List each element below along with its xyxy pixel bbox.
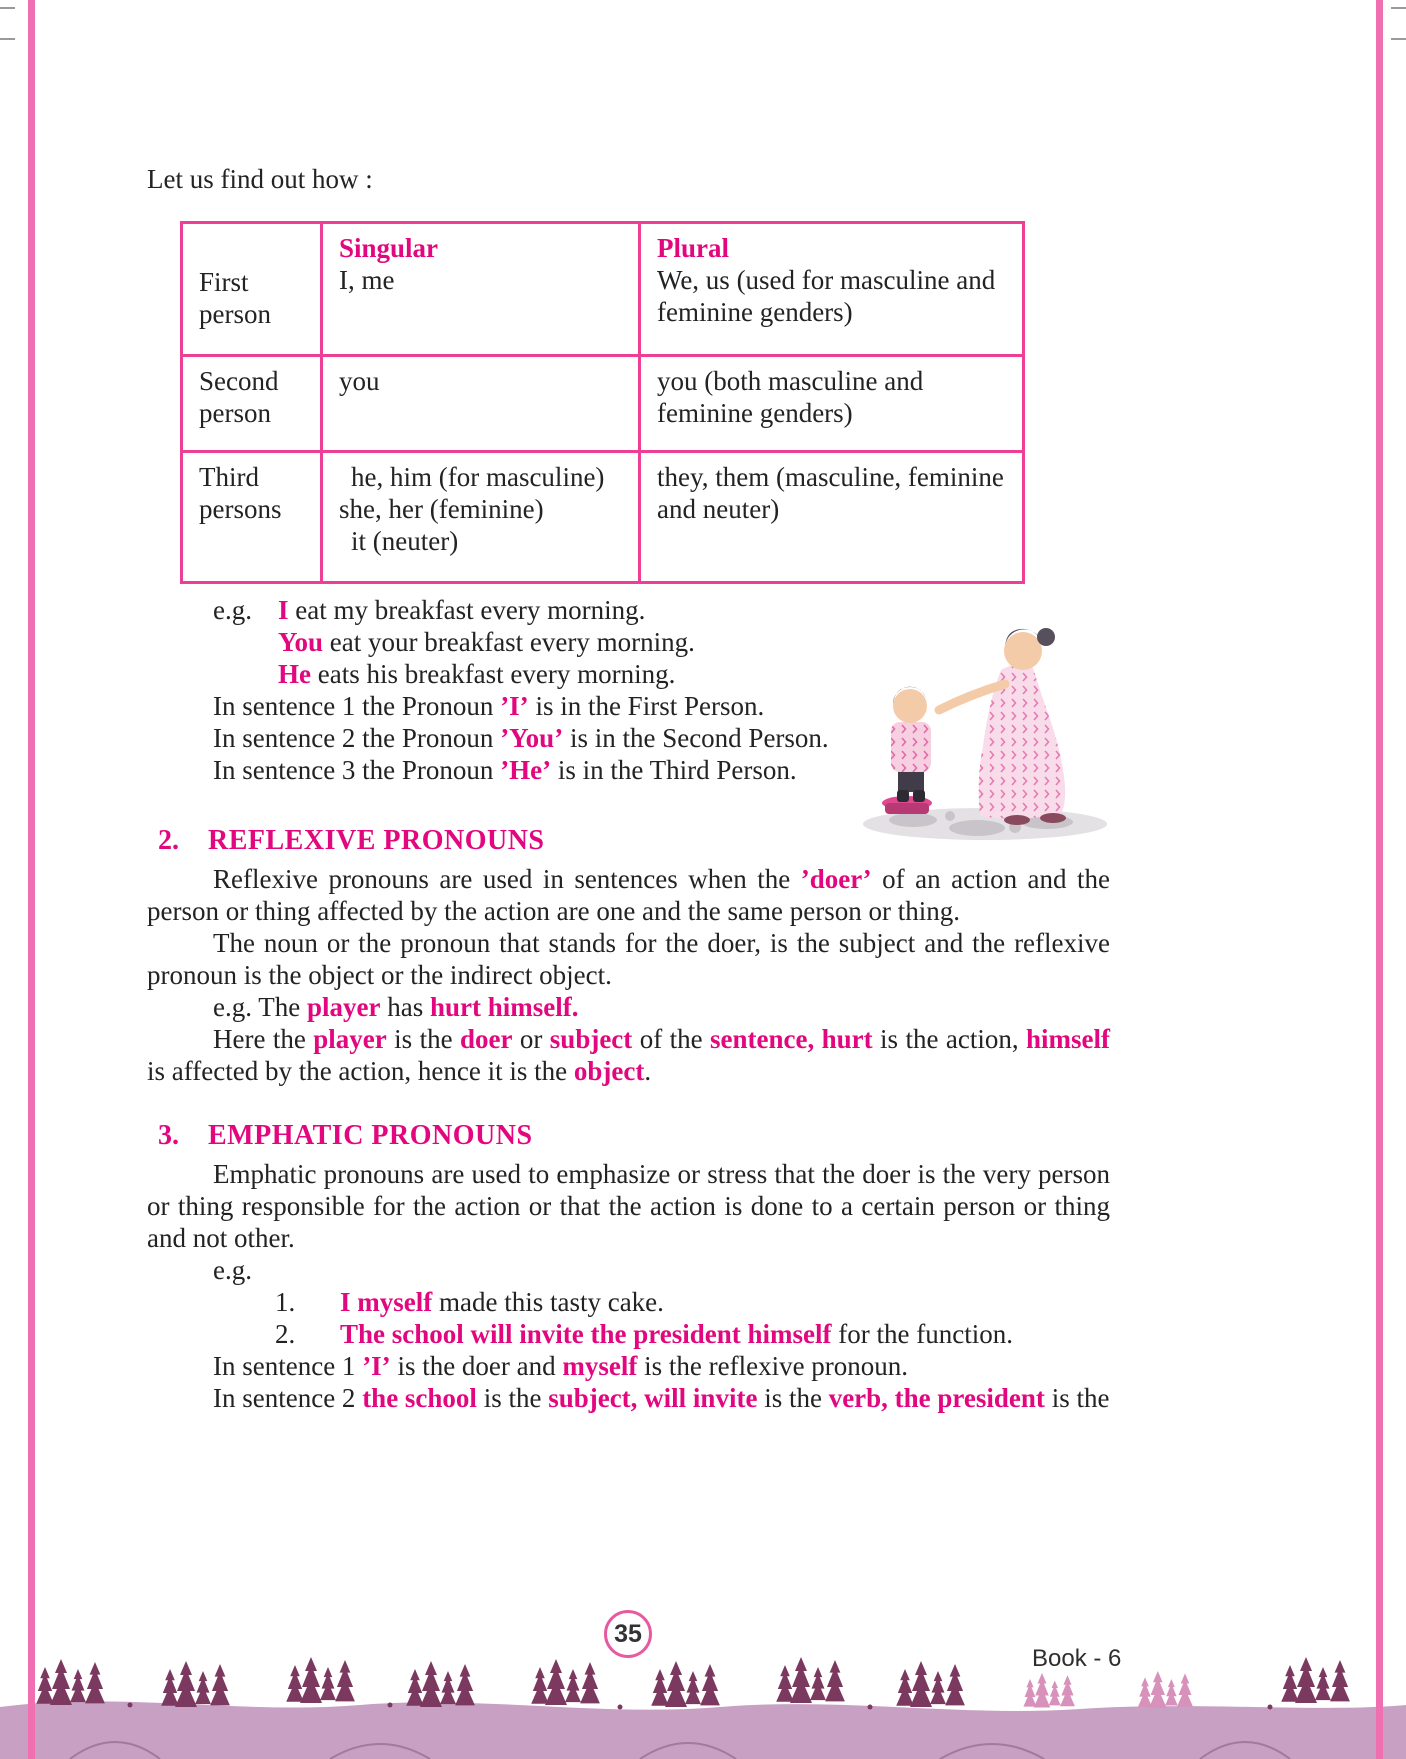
person-label: Third persons — [199, 462, 282, 524]
paragraph: In sentence 2 the school is the subject, will invite is the verb, the president is the — [213, 1383, 1110, 1413]
example-sentence: I eat my breakfast every morning. — [278, 595, 646, 625]
paragraph: Emphatic pronouns are used to emphasize or stress that the doer is the very person or thing responsible for the action or that the action is done to a certain person or thing and not other. — [147, 1159, 1110, 1253]
section-reflexive-pronouns — [147, 824, 1110, 1087]
eg-label: e.g. — [213, 1255, 252, 1285]
cell-text: she, her (feminine) — [339, 494, 544, 524]
item-number: 1. — [275, 1287, 296, 1317]
mother-child-illustration — [855, 606, 1115, 846]
boy-figure — [891, 687, 931, 802]
table-cell — [640, 356, 1024, 452]
table-cell — [322, 452, 640, 583]
table-cell — [322, 356, 640, 452]
section-title: EMPHATIC PRONOUNS — [208, 1120, 533, 1151]
table-cell — [182, 223, 322, 356]
table-cell — [182, 452, 322, 583]
item-number: 2. — [275, 1319, 296, 1349]
example-line: He eats his breakfast every morning. — [278, 659, 676, 689]
table-row — [182, 223, 1024, 356]
examples-block — [213, 594, 873, 786]
paragraph: In sentence 1 ’I’ is the doer and myself is the reflexive pronoun. — [213, 1351, 909, 1381]
person-label: Second person — [199, 366, 279, 428]
paragraph: Reflexive pronouns are used in sentences when the ’doer’ of an action and the person or thing affected by the action are one and the same person or thing. — [147, 864, 1111, 926]
example-sentence: I myself made this tasty cake. — [340, 1287, 664, 1317]
right-border-bar — [1376, 0, 1383, 1759]
crop-mark — [0, 7, 15, 9]
paragraph: The noun or the pronoun that stands for the doer, is the subject and the reflexive pronoun is the object or the indirect object. — [147, 928, 1110, 990]
pronoun-table — [180, 221, 1025, 584]
column-header-plural: Plural — [657, 233, 729, 263]
crop-mark — [0, 38, 15, 40]
woman-figure — [939, 628, 1066, 825]
cell-text: it (neuter) — [351, 526, 459, 556]
table-cell — [182, 356, 322, 452]
table-cell — [640, 223, 1024, 356]
cell-text: you — [339, 366, 380, 396]
numbered-example — [275, 1286, 1110, 1318]
cell-text: he, him (for masculine) — [351, 462, 605, 492]
section-number: 3. — [158, 1120, 179, 1151]
person-label: First person — [199, 267, 271, 329]
section-emphatic-pronouns — [147, 1119, 1110, 1414]
table-cell — [640, 452, 1024, 583]
numbered-example — [275, 1318, 1110, 1350]
book-label: Book - 6 — [1032, 1645, 1122, 1672]
cell-text: We, us (used for masculine and feminine genders) — [657, 265, 996, 327]
section-number: 2. — [158, 825, 179, 856]
example-line: In sentence 2 the Pronoun ’You’ is in the Second Person. — [213, 723, 829, 753]
example-sentence: The school will invite the president himself for the function. — [340, 1319, 1013, 1349]
cell-text: I, me — [339, 265, 395, 295]
intro-text: Let us find out how : — [147, 164, 373, 194]
page-number: 35 — [614, 1619, 642, 1648]
example-line: In sentence 1 the Pronoun ’I’ is in the First Person. — [213, 691, 765, 721]
example-line: You eat your breakfast every morning. — [278, 627, 695, 657]
section-title: REFLEXIVE PRONOUNS — [208, 825, 545, 856]
cell-text: they, them (masculine, feminine and neuter) — [657, 462, 1004, 524]
crop-mark — [1391, 7, 1406, 9]
cell-text: you (both masculine and feminine genders) — [657, 366, 924, 428]
table-cell — [322, 223, 640, 356]
section-heading — [147, 1119, 1110, 1153]
table-row — [182, 452, 1024, 583]
crop-mark — [1391, 38, 1406, 40]
forest-footer-art — [0, 1649, 1406, 1759]
eg-label: e.g. — [213, 595, 252, 625]
example-line: In sentence 3 the Pronoun ’He’ is in the Third Person. — [213, 755, 797, 785]
column-header-singular: Singular — [339, 233, 439, 263]
left-border-bar — [28, 0, 35, 1759]
page-number-badge — [604, 1610, 652, 1658]
example-line — [213, 594, 873, 626]
paragraph: Here the player is the doer or subject of the sentence, hurt is the action, himself is affected by the action, hence it is the object. — [147, 1024, 1110, 1086]
example-sentence: e.g. The player has hurt himself. — [213, 992, 579, 1022]
table-row — [182, 356, 1024, 452]
